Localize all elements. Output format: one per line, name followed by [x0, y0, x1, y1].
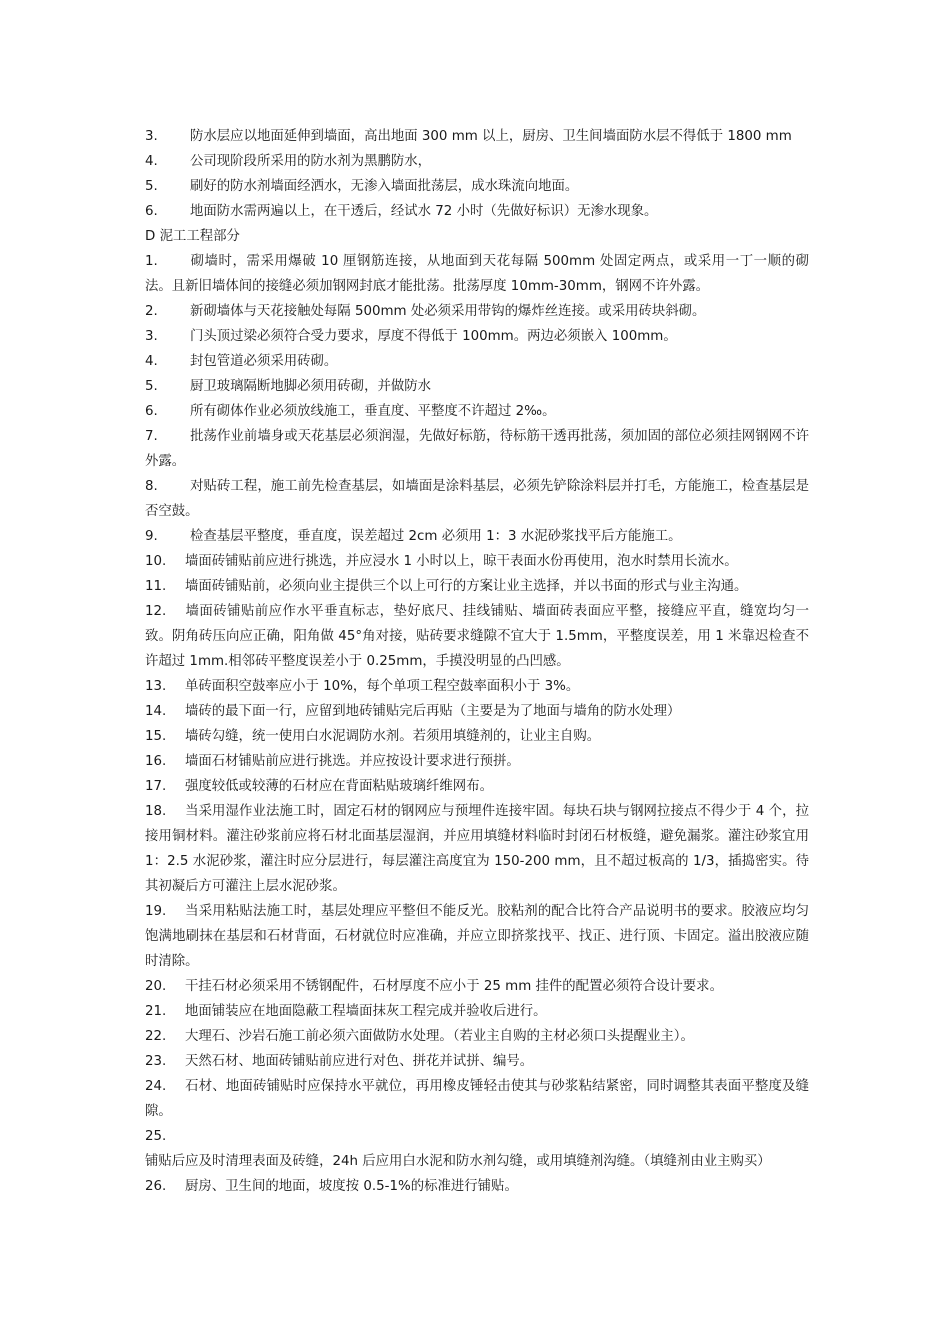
item-number: 18.	[145, 804, 167, 819]
item-text: 当采用湿作业法施工时，固定石材的钢网应与预埋件连接牢固。每块石块与钢网拉接点不得少于 4 个，拉接用铜材料。灌注砂浆前应将石材北面基层湿润，并应用填缝材料临时封闭石材板缝，避免漏浆。灌注砂浆宜用 1：2.5 水泥砂浆，灌注时应分层进行，每层灌注高度宜为 150-200 mm，且不超过板高的 1/3，插捣密实。待其初凝后方可灌注上层水泥砂浆。	[145, 804, 809, 894]
item-text: 墙面砖铺贴前应进行挑选，并应浸水 1 小时以上，晾干表面水份再使用，泡水时禁用长流水。	[185, 554, 738, 569]
item-text: 对贴砖工程，施工前先检查基层，如墙面是涂料基层，必须先铲除涂料层并打毛，方能施工，检查基层是否空鼓。	[145, 479, 809, 519]
item-text: 厨卫玻璃隔断地脚必须用砖砌，并做防水	[190, 379, 432, 394]
list-item	[145, 124, 809, 149]
list-item	[145, 974, 809, 999]
item-text: 天然石材、地面砖铺贴前应进行对色、拼花并试拼、编号。	[185, 1054, 534, 1069]
list-item	[145, 999, 809, 1024]
item-number: 25.	[145, 1129, 167, 1144]
list-item	[145, 349, 809, 374]
list-item	[145, 1024, 809, 1049]
list-item	[145, 399, 809, 424]
item-number: 8.	[145, 479, 158, 494]
list-item	[145, 1074, 809, 1124]
section-d-list	[145, 249, 809, 1199]
item-number: 10.	[145, 554, 167, 569]
item-text: 检查基层平整度，垂直度，误差超过 2cm 必须用 1：3 水泥砂浆找平后方能施工。	[190, 529, 682, 544]
list-item	[145, 374, 809, 399]
list-item	[145, 149, 809, 174]
list-item	[145, 674, 809, 699]
item-text: 所有砌体作业必须放线施工，垂直度、平整度不许超过 2‰。	[190, 404, 556, 419]
item-text: 大理石、沙岩石施工前必须六面做防水处理。（若业主自购的主材必须口头提醒业主）。	[185, 1029, 694, 1044]
item-text: 墙面砖铺贴前应作水平垂直标志，垫好底尺、挂线铺贴、墙面砖表面应平整，接缝应平直，缝宽均匀一致。阴角砖压向应正确，阳角做 45°角对接，贴砖要求缝隙不宜大于 1.5mm，平整度误差，用 1 米靠迟检查不许超过 1mm.相邻砖平整度误差小于 0.25mm，手摸没明显的凸凹感。	[145, 604, 809, 669]
item-text: 公司现阶段所采用的防水剂为黑鹏防水，	[190, 154, 432, 169]
list-item	[145, 549, 809, 574]
item-number: 26.	[145, 1179, 167, 1194]
list-item	[145, 324, 809, 349]
item-number: 3.	[145, 329, 158, 344]
item-text: 砌墙时，需采用爆破 10 厘钢筋连接，从地面到天花每隔 500mm 处固定两点，或采用一丁一顺的砌法。且新旧墙体间的接缝必须加钢网封底才能批荡。批荡厚度 10mm-30mm，钢网不许外露。	[145, 254, 809, 294]
list-item	[145, 199, 809, 224]
item-number: 12.	[145, 604, 167, 619]
item-number: 22.	[145, 1029, 167, 1044]
section-a-list	[145, 124, 809, 224]
item-number: 14.	[145, 704, 167, 719]
list-item	[145, 699, 809, 724]
list-item	[145, 599, 809, 674]
list-item	[145, 1174, 809, 1199]
list-item	[145, 424, 809, 474]
list-item	[145, 724, 809, 749]
item-number: 19.	[145, 904, 167, 919]
item-text: 墙砖勾缝，统一使用白水泥调防水剂。若须用填缝剂的，让业主自购。	[185, 729, 601, 744]
list-item	[145, 1049, 809, 1074]
item-number: 4.	[145, 354, 158, 369]
item-number: 20.	[145, 979, 167, 994]
item-text: 石材、地面砖铺贴时应保持水平就位，再用橡皮锤轻击使其与砂浆粘结紧密，同时调整其表面平整度及缝隙。	[145, 1079, 809, 1119]
item-number: 6.	[145, 404, 158, 419]
item-text: 刷好的防水剂墙面经洒水，无渗入墙面批荡层，成水珠流向地面。	[190, 179, 579, 194]
item-number: 5.	[145, 379, 158, 394]
item-text: 单砖面积空鼓率应小于 10%，每个单项工程空鼓率面积小于 3%。	[185, 679, 580, 694]
list-item	[145, 749, 809, 774]
item-text: 强度较低或较薄的石材应在背面粘贴玻璃纤维网布。	[185, 779, 493, 794]
list-item	[145, 1124, 809, 1174]
document-page	[145, 124, 809, 1199]
item-number: 3.	[145, 129, 158, 144]
item-number: 24.	[145, 1079, 167, 1094]
item-text: 地面铺装应在地面隐蔽工程墙面抹灰工程完成并验收后进行。	[185, 1004, 547, 1019]
item-number: 13.	[145, 679, 167, 694]
list-item	[145, 174, 809, 199]
list-item	[145, 474, 809, 524]
item-text: 铺贴后应及时清理表面及砖缝，24h 后应用白水泥和防水剂勾缝，或用填缝剂沟缝。（填缝剂由业主购买）	[145, 1154, 771, 1169]
list-item	[145, 524, 809, 549]
item-text: 墙砖的最下面一行，应留到地砖铺贴完后再贴（主要是为了地面与墙角的防水处理）	[185, 704, 681, 719]
item-text: 门头顶过梁必须符合受力要求，厚度不得低于 100mm。两边必须嵌入 100mm。	[190, 329, 677, 344]
item-number: 23.	[145, 1054, 167, 1069]
list-item	[145, 899, 809, 974]
item-number: 6.	[145, 204, 158, 219]
item-number: 4.	[145, 154, 158, 169]
item-number: 7.	[145, 429, 158, 444]
item-number: 5.	[145, 179, 158, 194]
list-item	[145, 574, 809, 599]
list-item	[145, 799, 809, 899]
item-text: 新砌墙体与天花接触处每隔 500mm 处必须采用带钩的爆炸丝连接。或采用砖块斜砌。	[190, 304, 706, 319]
item-number: 11.	[145, 579, 167, 594]
section-d-heading: D 泥工工程部分	[145, 229, 240, 244]
list-item	[145, 299, 809, 324]
list-item	[145, 249, 809, 299]
item-number: 21.	[145, 1004, 167, 1019]
item-text: 封包管道必须采用砖砌。	[190, 354, 338, 369]
item-number: 17.	[145, 779, 167, 794]
list-item	[145, 774, 809, 799]
item-text: 当采用粘贴法施工时，基层处理应平整但不能反光。胶粘剂的配合比符合产品说明书的要求。胶液应均匀饱满地刷抹在基层和石材背面，石材就位时应准确，并应立即挤浆找平、找正、进行顶、卡固定。溢出胶液应随时清除。	[145, 904, 809, 969]
item-number: 9.	[145, 529, 158, 544]
item-number: 2.	[145, 304, 158, 319]
item-text: 批荡作业前墙身或天花基层必须润湿，先做好标筋，待标筋干透再批荡，须加固的部位必须挂网钢网不许外露。	[145, 429, 809, 469]
item-text: 防水层应以地面延伸到墙面，高出地面 300 mm 以上，厨房、卫生间墙面防水层不得低于 1800 mm	[190, 129, 792, 144]
item-text: 地面防水需两遍以上，在干透后，经试水 72 小时（先做好标识）无渗水现象。	[190, 204, 658, 219]
item-text: 墙面砖铺贴前，必须向业主提供三个以上可行的方案让业主选择，并以书面的形式与业主沟通。	[185, 579, 748, 594]
item-text: 墙面石材铺贴前应进行挑选。并应按设计要求进行预拼。	[185, 754, 520, 769]
item-number: 16.	[145, 754, 167, 769]
item-text: 干挂石材必须采用不锈钢配件，石材厚度不应小于 25 mm 挂件的配置必须符合设计要求。	[185, 979, 723, 994]
item-text: 厨房、卫生间的地面，坡度按 0.5-1%的标准进行铺贴。	[185, 1179, 518, 1194]
item-number: 1.	[145, 254, 158, 269]
item-number: 15.	[145, 729, 167, 744]
